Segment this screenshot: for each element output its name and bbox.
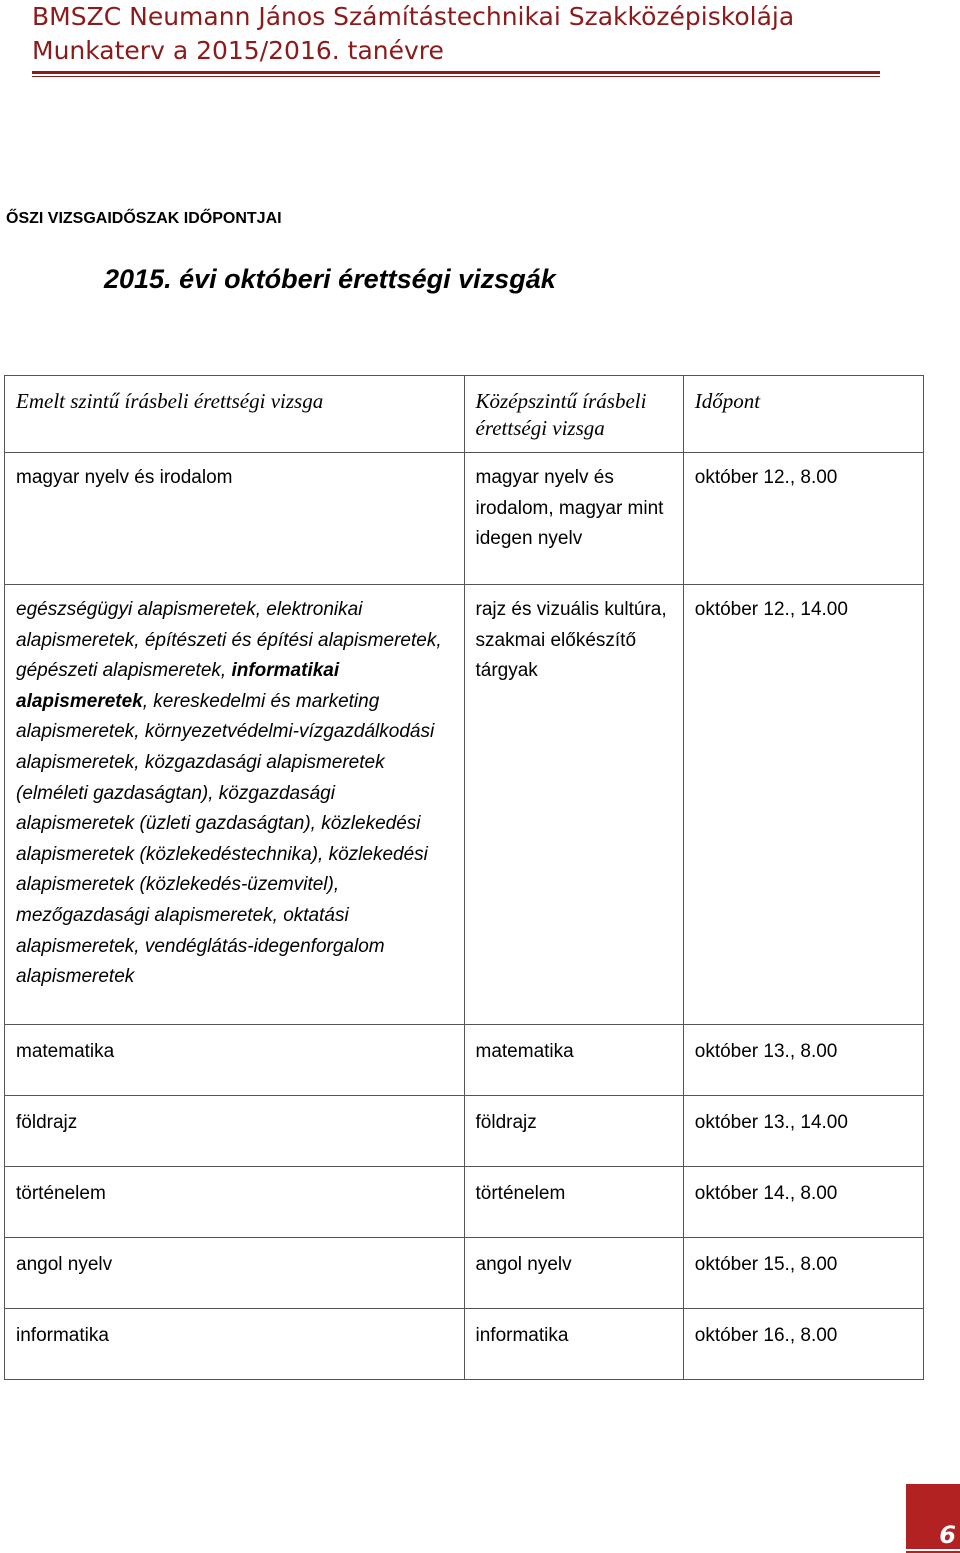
cell-emelt: angol nyelv [5, 1238, 465, 1309]
cell-emelt-bold: informatikai alapismeretek [16, 660, 340, 712]
cell-idopont: október 13., 14.00 [683, 1096, 923, 1167]
exam-schedule-table [4, 375, 924, 1380]
cell-kozep: rajz és vizuális kultúra, szakmai előkészítő tárgyak [464, 585, 683, 1025]
header-idopont: Időpont [683, 376, 923, 453]
table-row [5, 453, 924, 585]
cell-emelt-text-2: , kereskedelmi és marketing alapismeretek, környezetvédelmi-vízgazdálkodási alapismeretek, közgazdasági alapismeretek (elméleti gazdaságtan), közgazdasági alapismeretek (üzleti gazdaságtan), közlekedési alapismeretek (közlekedéstechnika), közlekedési alapismeretek (közlekedés-üzemvitel), mezőgazdasági alapismeretek, oktatási alapismeretek, vendéglátás-idegenforgalom alapismeretek [16, 690, 435, 988]
cell-emelt: informatika [5, 1309, 465, 1380]
header-emelt: Emelt szintű írásbeli érettségi vizsga [5, 376, 465, 453]
header-divider-thin [32, 76, 880, 77]
header-workplan-title: Munkaterv a 2015/2016. tanévre [32, 36, 444, 65]
table-row [5, 1167, 924, 1238]
cell-emelt: matematika [5, 1025, 465, 1096]
header-school-name: BMSZC Neumann János Számítástechnikai Szakközépiskolája [32, 2, 795, 31]
cell-idopont: október 15., 8.00 [683, 1238, 923, 1309]
cell-emelt: földrajz [5, 1096, 465, 1167]
table-row [5, 1025, 924, 1096]
cell-idopont: október 14., 8.00 [683, 1167, 923, 1238]
cell-idopont: október 12., 8.00 [683, 453, 923, 585]
cell-emelt [5, 585, 465, 1025]
cell-kozep: történelem [464, 1167, 683, 1238]
page-number-badge [906, 1484, 960, 1553]
table-row [5, 1238, 924, 1309]
page-header [32, 0, 882, 68]
page-number: 6 [939, 1521, 956, 1549]
cell-kozep: földrajz [464, 1096, 683, 1167]
table-row [5, 585, 924, 1025]
cell-kozep: angol nyelv [464, 1238, 683, 1309]
table-row [5, 1096, 924, 1167]
page-number-underline [906, 1549, 960, 1551]
cell-emelt: történelem [5, 1167, 465, 1238]
cell-idopont: október 12., 14.00 [683, 585, 923, 1025]
cell-kozep: informatika [464, 1309, 683, 1380]
cell-emelt-text-1: egészségügyi alapismeretek, elektronikai alapismeretek, építészeti és építési alapismeretek, gépészeti alapismeretek, [16, 599, 442, 682]
header-divider [32, 71, 880, 74]
header-kozep: Középszintű írásbeli érettségi vizsga [464, 376, 683, 453]
exam-title: 2015. évi októberi érettségi vizsgák [104, 264, 556, 294]
cell-idopont: október 16., 8.00 [683, 1309, 923, 1380]
cell-kozep: magyar nyelv és irodalom, magyar mint idegen nyelv [464, 453, 683, 585]
section-title: ŐSZI VIZSGAIDŐSZAK IDŐPONTJAI [6, 210, 282, 227]
table-header-row [5, 376, 924, 453]
cell-emelt: magyar nyelv és irodalom [5, 453, 465, 585]
cell-kozep: matematika [464, 1025, 683, 1096]
table-row [5, 1309, 924, 1380]
cell-idopont: október 13., 8.00 [683, 1025, 923, 1096]
